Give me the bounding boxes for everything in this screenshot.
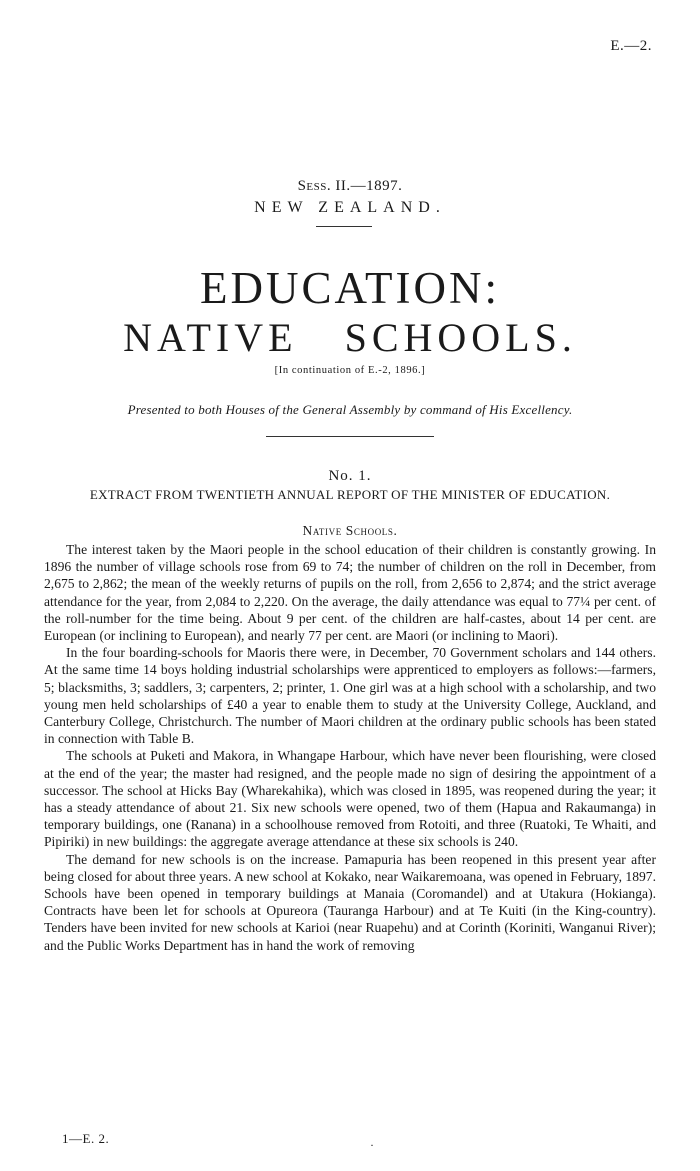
paragraph-boarding-schools: In the four boarding-schools for Maoris there were, in December, 70 Government scholars and 144 others. At the same time 14 boys holding industrial scholarships were apprenticed to employers as follows:—farmers, 5; blacksmiths, 3; saddlers, 3; carpenters, 2; printer, 1. One girl was at a high school with a scholarship, and two young men held scholarships of £40 a year to enable them to study at the University College, Auckland, and Canterbury College, Christchurch. The number of Maori children at the ordinary public schools has been stated in connection with Table B. — [44, 645, 656, 747]
document-reference: E.—2. — [610, 38, 652, 54]
printer-mark: · — [370, 1138, 374, 1152]
session-line: Sess. II.—1897. — [297, 178, 403, 194]
short-divider — [316, 226, 372, 227]
section-divider — [266, 436, 434, 437]
continuation-note: [In continuation of E.-2, 1896.] — [274, 365, 426, 376]
main-title: EDUCATION: — [200, 263, 500, 313]
section-heading: Native Schools. — [302, 523, 398, 538]
country-line: NEW ZEALAND. — [254, 199, 446, 216]
paragraph-school-changes: The schools at Puketi and Makora, in Whangape Harbour, which have never been flourishing, were closed at the end of the year; the master had resigned, and the people made no sign of desiring the appointment of a successor. The school at Hicks Bay (Wharekahika), which was closed in 1895, was reopened during the year; it has a steady attendance of about 21. Six new schools were opened, two of them (Hapua and Rakaumanga) in temporary buildings, one (Ranana) in a schoolhouse removed from Rotoiti, and three (Ruatoki, Te Whaiti, and Pipiriki) in new buildings: the aggregate average attendance at these six schools is 240. — [44, 748, 656, 850]
paragraph-attendance: The interest taken by the Maori people in the school education of their children is constantly growing. In 1896 the number of village schools rose from 69 to 74; the number of children on the roll in December, from 2,675 to 2,862; the mean of the weekly returns of pupils on the roll, from 2,656 to 2,874; and the strict average attendance for the year, from 2,084 to 2,220. On the average, the daily attendance was equal to 77¼ per cent. of the roll-number for the time being. About 9 per cent. of the children are half-castes, about 14 per cent. are European (or inclining to European), and nearly 77 per cent. are Maori (or inclining to Maori). — [44, 542, 656, 644]
page-signature: 1—E. 2. — [62, 1131, 110, 1146]
subtitle: NATIVE SCHOOLS. — [123, 315, 577, 360]
section-number: No. 1. — [328, 468, 372, 484]
extract-heading: EXTRACT FROM TWENTIETH ANNUAL REPORT OF THE MINISTER OF EDUCATION. — [89, 487, 611, 502]
paragraph-new-schools: The demand for new schools is on the increase. Pamapuria has been reopened in this present year after being closed for about three years. A new school at Kokako, near Waikaremoana, was opened in February, 1897. Schools have been opened in temporary buildings at Manaia (Coromandel) and at Utakura (Hokianga). Contracts have been let for schools at Opureora (Tauranga Harbour) and at Te Kuiti (in the King-country). Tenders have been invited for new schools at Karioi (near Ruapehu) and at Corinth (Koriniti, Wanganui River); and the Public Works Department has in hand the work of removing — [44, 851, 656, 953]
report-body — [44, 541, 656, 954]
presented-line: Presented to both Houses of the General Assembly by command of His Excellency. — [127, 402, 573, 417]
